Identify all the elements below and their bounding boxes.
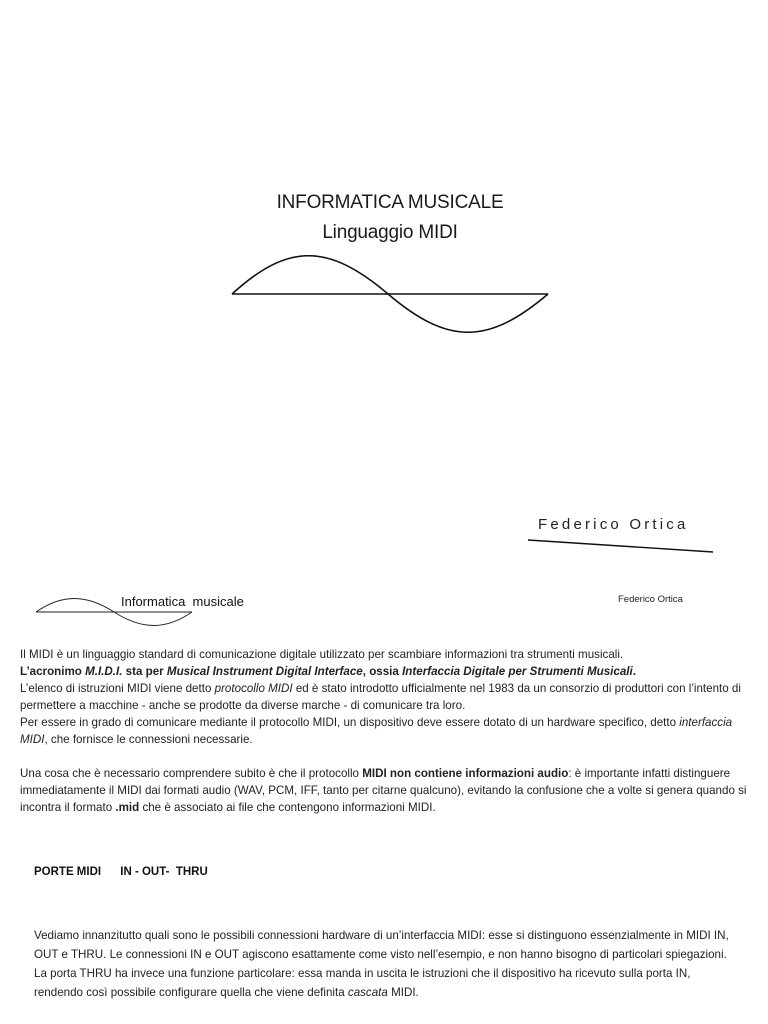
protocol-text-a: L’elenco di istruzioni MIDI viene detto [20,682,215,695]
intro-paragraph-1: Il MIDI è un linguaggio standard di comunicazione digitale utilizzato per scambiare informazioni tra strumenti musicali. [20,648,624,661]
audio-text-a: Una cosa che è necessario comprendere subito è che il protocollo [20,767,363,780]
ports-heading-subtitle: IN - OUT- THRU [120,866,208,878]
audio-text-c: : è importante infatti distinguere immediatamente il MIDI dai formati audio (WAV, PCM, IFF, tanto per citarne qualcuno), evitando la confusione che a volte si genera quando si incontra il formato [20,767,747,814]
acronym-text-e: , ossia [362,665,403,678]
intro-interface-paragraph [20,714,760,748]
acronym-text-g: . [632,665,636,678]
header-author: Federico Ortica [618,594,683,605]
acronym-text-c: sta per [122,665,167,678]
ports-body [34,926,734,1002]
protocol-term: protocollo MIDI [214,682,293,695]
acronym-abbrev: M.I.D.I. [85,665,123,678]
cover-subtitle: Linguaggio MIDI [322,222,458,243]
acronym-italian: Interfaccia Digitale per Strumenti Musicali [402,665,633,678]
cover-title: INFORMATICA MUSICALE [276,192,504,213]
ports-heading-title: PORTE MIDI [34,866,102,878]
audio-mid-extension: .mid [115,801,140,814]
intro-body [20,646,760,816]
interface-text-a: Per essere in grado di comunicare mediante il protocollo MIDI, un dispositivo deve essere dotato di un hardware specifico, detto [20,716,680,729]
ports-term-cascata: cascata [347,986,388,999]
acronym-text-a: L’acronimo [20,665,86,678]
section-heading-ports [34,866,208,878]
cover-author: Federico Ortica [538,516,689,533]
ports-paragraph [34,926,734,1002]
intro-protocol-paragraph [20,680,760,714]
intro-acronym-paragraph [20,663,760,680]
sine-wave-illustration [228,255,552,333]
audio-emphasis: MIDI non contiene informazioni audio [362,767,569,780]
intro-audio-paragraph [20,765,760,816]
ports-text-c: MIDI. [387,986,419,999]
audio-text-e: che è associato ai file che contengono informazioni MIDI. [139,801,436,814]
ports-text-a: Vediamo innanzitutto quali sono le possibili connessioni hardware di un’interfaccia MIDI: esse si distinguono essenzialmente in MIDI IN, OUT e THRU. Le connessioni IN e OUT agiscono esattamente come visto nell’esempio, e non hanno bisogno di particolari spiegazioni. La porta THRU ha invece una funzione particolare: essa manda in uscita le istruzioni che il dispositivo ha ricevuto sulla porta IN, rendendo così possibile configurare quella che viene definita [34,929,729,999]
interface-term: interfaccia MIDI [20,716,733,746]
acronym-english: Musical Instrument Digital Interface [166,665,363,678]
header-label: Informatica musicale [121,594,244,609]
author-underline [526,536,716,556]
interface-text-c: , che fornisce le connessioni necessarie. [44,733,253,746]
protocol-text-c: ed è stato introdotto ufficialmente nel 1983 da un consorzio di produttori con l’intento di permettere a macchine - anche se prodotte da diverse marche - di comunicare tra loro. [20,682,741,712]
